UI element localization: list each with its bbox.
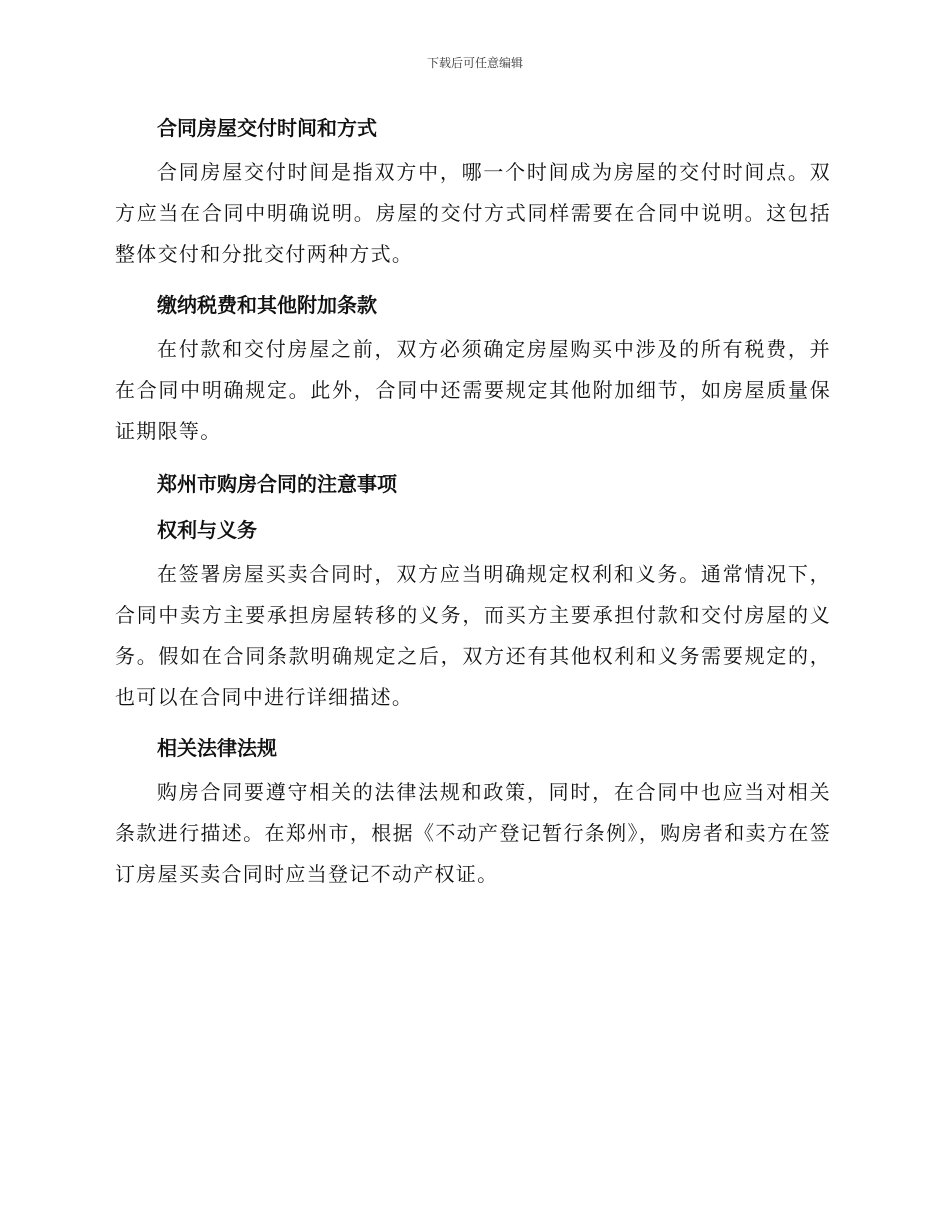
- document-body: [115, 108, 831, 899]
- section-heading-delivery: 合同房屋交付时间和方式: [157, 116, 377, 140]
- paragraph-delivery: 合同房屋交付时间是指双方中，哪一个时间成为房屋的交付时间点。双方应当在合同中明确说明。房屋的交付方式同样需要在合同中说明。这包括整体交付和分批交付两种方式。: [115, 160, 831, 266]
- paragraph-laws: 购房合同要遵守相关的法律法规和政策，同时，在合同中也应当对相关条款进行描述。在郑州市，根据《不动产登记暂行条例》，购房者和卖方在签订房屋买卖合同时应当登记不动产权证。: [115, 780, 831, 886]
- page-header: 下载后可任意编辑: [426, 56, 523, 70]
- paragraph-taxes: 在付款和交付房屋之前，双方必须确定房屋购买中涉及的所有税费，并在合同中明确规定。此外，合同中还需要规定其他附加细节，如房屋质量保证期限等。: [115, 337, 831, 443]
- section-heading-rights: 权利与义务: [157, 518, 257, 542]
- section-heading-taxes: 缴纳税费和其他附加条款: [157, 293, 377, 317]
- paragraph-rights: 在签署房屋买卖合同时，双方应当明确规定权利和义务。通常情况下，合同中卖方主要承担房屋转移的义务，而买方主要承担付款和交付房屋的义务。假如在合同条款明确规定之后，双方还有其他权利和义务需要规定的，也可以在合同中进行详细描述。: [115, 562, 831, 709]
- section-heading-laws: 相关法律法规: [157, 736, 277, 760]
- section-heading-notes: 郑州市购房合同的注意事项: [157, 472, 397, 496]
